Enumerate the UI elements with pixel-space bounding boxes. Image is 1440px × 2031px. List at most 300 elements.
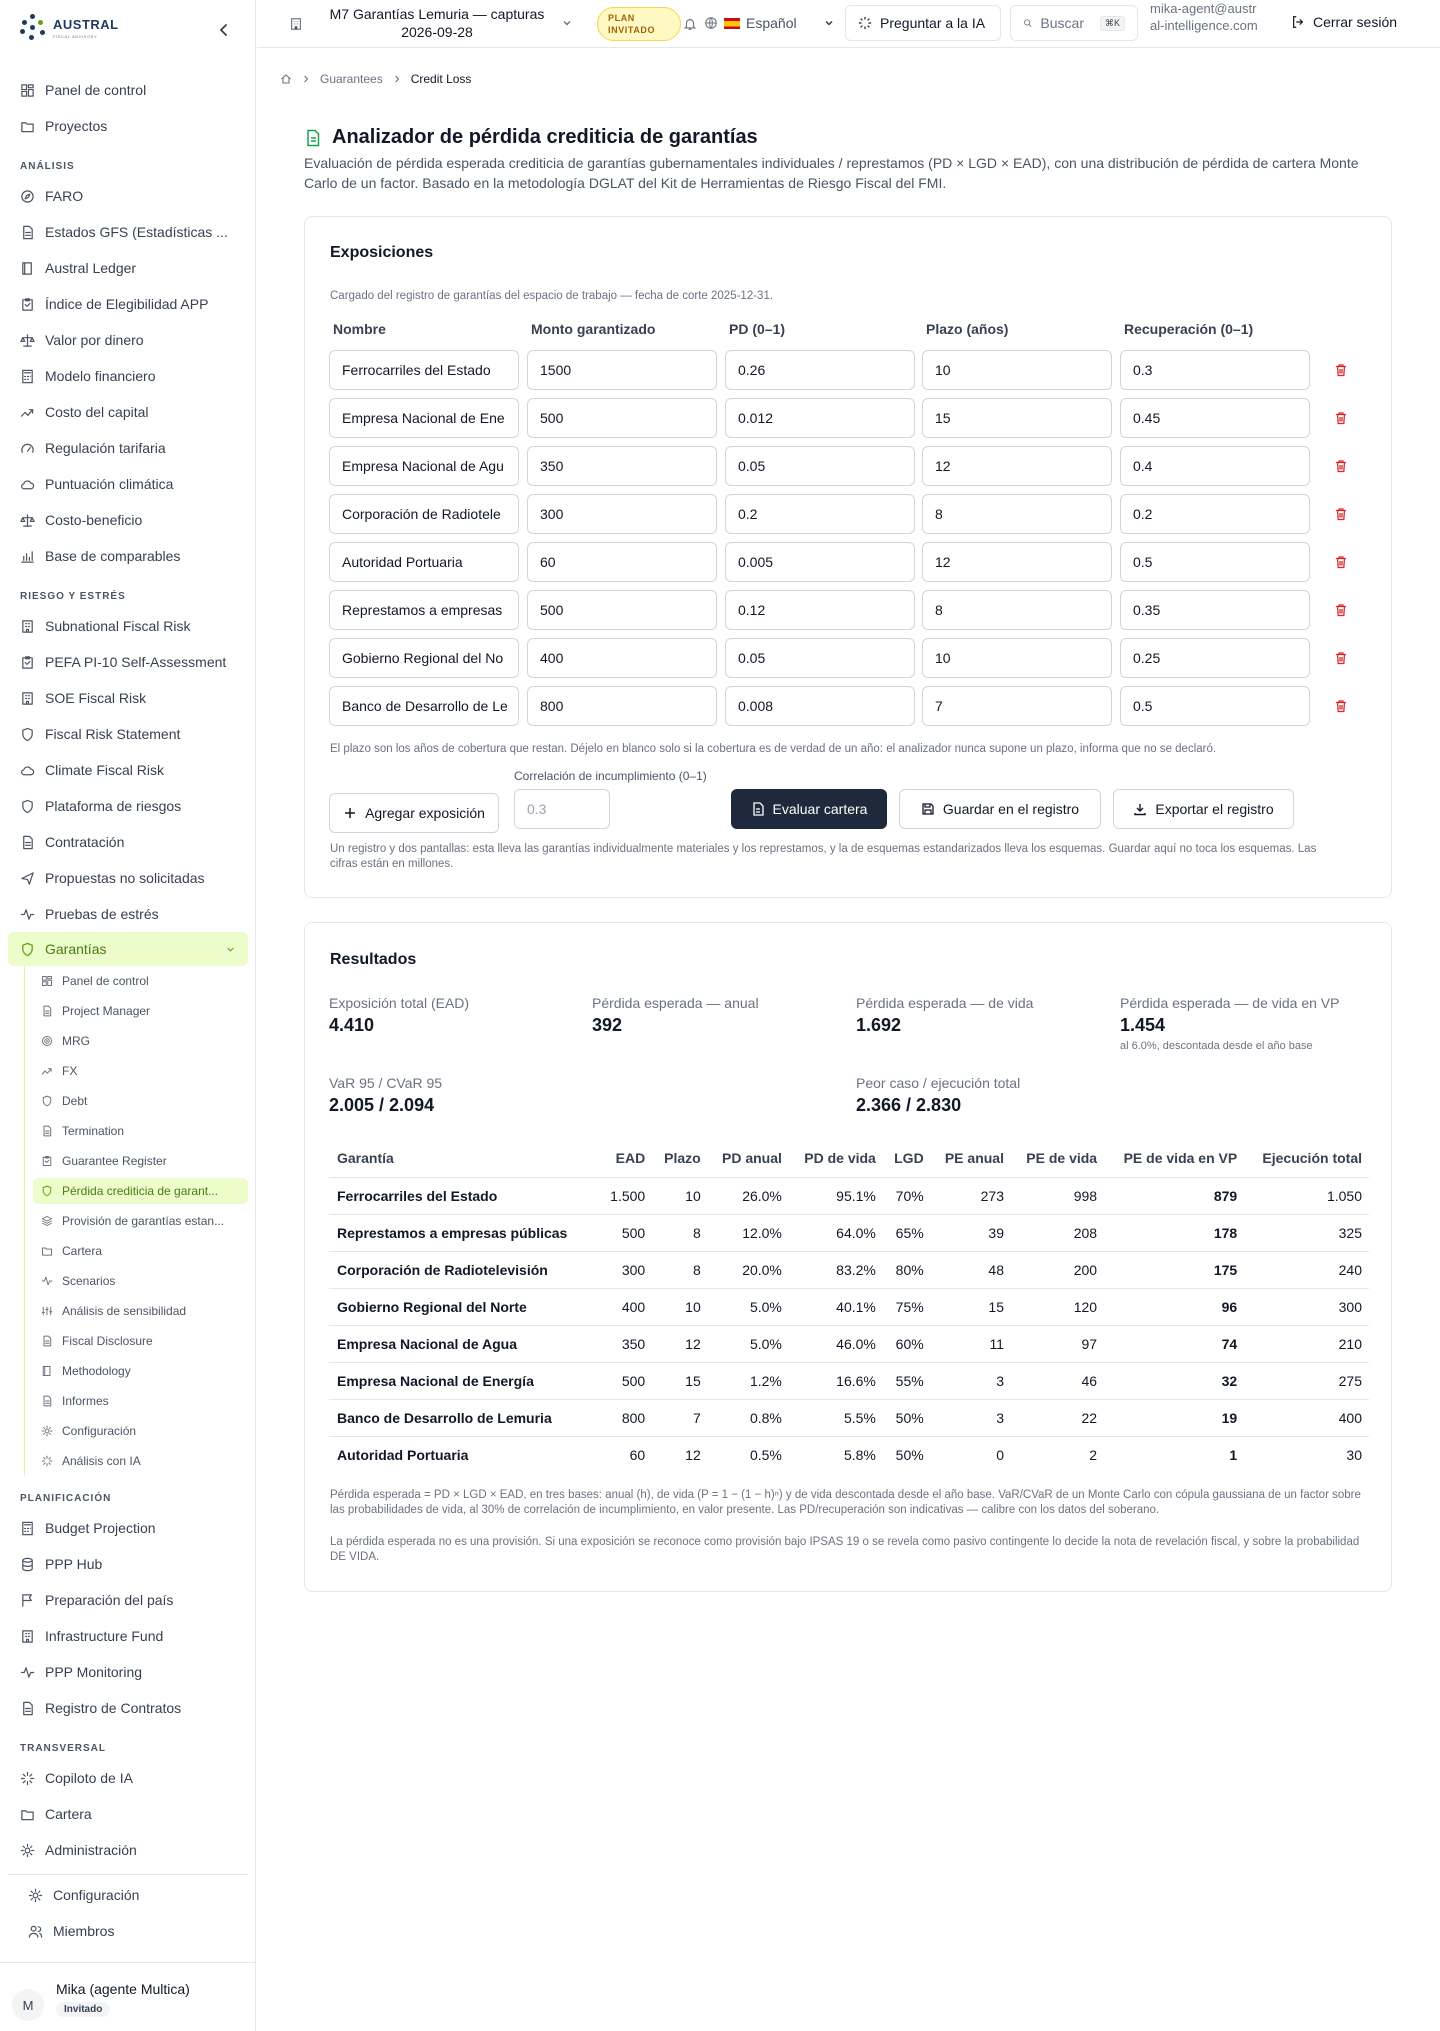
shield-icon — [41, 1095, 53, 1107]
table-cell: 0.8% — [708, 1399, 789, 1436]
sparkle-icon — [20, 1771, 35, 1786]
submenu-item-label: Debt — [62, 1094, 88, 1108]
submenu-item-label: Panel de control — [62, 974, 149, 988]
recovery-input[interactable]: 0.5 — [1120, 686, 1310, 726]
table-cell: 120 — [1011, 1288, 1104, 1325]
amount-input[interactable]: 300 — [527, 494, 717, 534]
sidebar-item-label: Copiloto de IA — [45, 1770, 133, 1786]
sidebar-item-label: Contratación — [45, 834, 125, 850]
submenu-item-label: Provisión de garantías estan... — [62, 1214, 225, 1228]
recovery-input[interactable]: 0.4 — [1120, 446, 1310, 486]
language-label: Español — [746, 15, 797, 31]
sidebar-item-climate-fiscal-risk[interactable] — [0, 752, 256, 788]
search-shortcut: ⌘K — [1100, 16, 1125, 31]
table-cell: 400 — [1244, 1399, 1369, 1436]
column-header-recuperacion-0-1: Recuperación (0–1) — [1124, 321, 1254, 337]
kpi-exposicion-total-ead — [329, 995, 469, 1036]
shield-icon — [20, 799, 35, 814]
brand-subtitle: FISCAL ADVISORY — [53, 33, 98, 39]
sidebar-item-label: Regulación tarifaria — [45, 440, 166, 456]
amount-input[interactable]: 500 — [527, 398, 717, 438]
table-row — [329, 1436, 1369, 1473]
submenu-item-panel-de-control[interactable] — [25, 966, 256, 996]
table-cell: 12.0% — [708, 1214, 789, 1251]
kpi-value: 392 — [592, 1015, 623, 1035]
pd-input[interactable]: 0.012 — [725, 398, 915, 438]
table-cell: 8 — [652, 1251, 708, 1288]
save-to-register-button[interactable] — [899, 789, 1101, 829]
document-icon — [20, 225, 35, 240]
table-cell: 30 — [1346, 1446, 1362, 1463]
delete-row-icon[interactable] — [1334, 603, 1348, 617]
exposures-card — [304, 216, 1392, 898]
folder-icon — [20, 119, 35, 134]
table-cell: 240 — [1244, 1251, 1369, 1288]
kpi-value: 2.366 / 2.830 — [856, 1095, 962, 1115]
amount-input[interactable]: 500 — [527, 590, 717, 630]
sidebar-item-copiloto-de-ia[interactable] — [0, 1760, 256, 1796]
submenu-item-debt[interactable] — [25, 1086, 256, 1116]
document-icon — [20, 1701, 35, 1716]
breadcrumb-parent[interactable]: Guarantees — [320, 72, 383, 86]
term-input[interactable]: 7 — [922, 686, 1112, 726]
submenu-item-informes[interactable] — [25, 1386, 256, 1416]
submenu-item-termination[interactable] — [25, 1116, 256, 1146]
submenu-item-label: Cartera — [62, 1244, 103, 1258]
sidebar-item-label: Puntuación climática — [45, 476, 174, 492]
table-cell: 97 — [1011, 1325, 1104, 1362]
term-input[interactable]: 10 — [922, 638, 1112, 678]
table-cell: Banco de Desarrollo de Lemuria — [329, 1399, 598, 1436]
chevron-down-icon[interactable] — [561, 17, 573, 29]
table-cell: 1.500 — [598, 1177, 652, 1214]
home-icon[interactable] — [280, 73, 292, 85]
collapse-sidebar-button[interactable] — [214, 20, 234, 40]
shield-icon — [20, 942, 35, 957]
table-cell: 500 — [598, 1362, 652, 1399]
sidebar-item-indice-de-elegibilidad-app[interactable] — [0, 286, 256, 322]
gauge-icon — [20, 441, 35, 456]
table-row — [329, 1288, 1369, 1325]
term-note: El plazo son los años de cobertura que restan. Déjelo en blanco solo si la cobertura es de verdad de un año: el analizador nunca supone un plazo, informa que no se declaró. — [330, 743, 1217, 755]
add-exposure-label: Agregar exposición — [365, 805, 485, 821]
kpi-value: 1.692 — [856, 1015, 902, 1035]
table-cell: 350 — [598, 1325, 652, 1362]
brand-name: AUSTRAL — [53, 16, 119, 32]
sidebar-item-label: Preparación del país — [45, 1592, 174, 1608]
table-cell: 12 — [685, 1446, 701, 1463]
building-icon — [20, 691, 35, 706]
column-header-pe-de-vida-en-vp: PE de vida en VP — [1104, 1139, 1244, 1177]
table-cell: 208 — [1011, 1214, 1104, 1251]
sidebar-item-budget-projection[interactable] — [0, 1510, 256, 1546]
sidebar-item-contratacion[interactable] — [0, 824, 256, 860]
recovery-input[interactable]: 0.45 — [1120, 398, 1310, 438]
sidebar-item-label: Pruebas de estrés — [45, 906, 159, 922]
delete-row-icon[interactable] — [1334, 507, 1348, 521]
bell-icon[interactable] — [683, 17, 697, 31]
sidebar-item-fiscal-risk-statement[interactable] — [0, 716, 256, 752]
search-button[interactable] — [1010, 5, 1138, 41]
submenu-item-project-manager[interactable] — [25, 996, 256, 1026]
sidebar-item-label: Subnational Fiscal Risk — [45, 618, 191, 634]
name-input[interactable]: Autoridad Portuaria — [329, 542, 519, 582]
recovery-input[interactable]: 0.25 — [1120, 638, 1310, 678]
table-cell: 275 — [1244, 1362, 1369, 1399]
sidebar-item-estados-gfs-estadisticas[interactable] — [0, 214, 256, 250]
table-cell: Autoridad Portuaria — [337, 1446, 469, 1463]
plan-badge: PLAN INVITADO — [597, 7, 681, 41]
table-cell: 879 — [1104, 1177, 1244, 1214]
sidebar-item-label: PEFA PI-10 Self-Assessment — [45, 654, 227, 670]
logout-icon — [1291, 15, 1305, 29]
delete-row-icon[interactable] — [1334, 699, 1348, 713]
table-cell: 5.5% — [789, 1399, 883, 1436]
sidebar-item-configuracion[interactable] — [8, 1877, 248, 1913]
ask-ai-button[interactable] — [845, 5, 1001, 41]
table-cell: 5.0% — [708, 1325, 789, 1362]
column-header-plazo-anos: Plazo (años) — [926, 321, 1009, 337]
term-input[interactable]: 15 — [922, 398, 1112, 438]
delete-row-icon[interactable] — [1334, 651, 1348, 665]
user-profile[interactable] — [0, 1962, 256, 2031]
evaluate-label: Evaluar cartera — [772, 801, 868, 817]
kpi-perdida-esperada-de-vida — [856, 995, 1033, 1036]
table-cell: 1.2% — [708, 1362, 789, 1399]
table-cell: 7 — [652, 1399, 708, 1436]
user-email: mika-agent@austral-intelligence.com — [1150, 1, 1258, 33]
table-cell: 20.0% — [708, 1251, 789, 1288]
table-cell: 3 — [931, 1399, 1011, 1436]
term-input[interactable]: 8 — [922, 494, 1112, 534]
table-cell: 500 — [598, 1214, 652, 1251]
loaded-note: Cargado del registro de garantías del espacio de trabajo — fecha de corte 2025-12-31. — [330, 290, 774, 302]
column-header-nombre: Nombre — [333, 321, 386, 337]
submenu-item-provision-de-garantias-estan[interactable] — [25, 1206, 256, 1236]
kpi-value: 2.005 / 2.094 — [329, 1095, 435, 1115]
kpi-peor-caso-ejecucion-total — [856, 1075, 1020, 1116]
sidebar-item-soe-fiscal-risk[interactable] — [0, 680, 256, 716]
recovery-input[interactable]: 0.2 — [1120, 494, 1310, 534]
table-cell: 2 — [1089, 1446, 1098, 1463]
table-cell: 210 — [1244, 1325, 1369, 1362]
submenu-item-analisis-de-sensibilidad[interactable] — [25, 1296, 256, 1326]
sidebar-item-infrastructure-fund[interactable] — [0, 1618, 256, 1654]
export-register-button[interactable] — [1113, 789, 1294, 829]
table-cell: 39 — [931, 1214, 1011, 1251]
table-cell: 11 — [931, 1325, 1011, 1362]
gear-icon — [41, 1425, 53, 1437]
column-header-ead: EAD — [598, 1139, 652, 1177]
book-icon — [41, 1365, 53, 1377]
submenu-item-configuracion[interactable] — [25, 1416, 256, 1446]
exposures-title: Exposiciones — [330, 244, 434, 261]
evaluate-portfolio-button[interactable] — [731, 789, 887, 829]
sidebar-item-garantias[interactable] — [8, 932, 248, 966]
table-cell: 70% — [883, 1177, 931, 1214]
pd-input[interactable]: 0.12 — [725, 590, 915, 630]
sidebar-item-ppp-hub[interactable] — [0, 1546, 256, 1582]
pd-input[interactable]: 0.26 — [725, 350, 915, 390]
sidebar-item-cartera[interactable] — [0, 1796, 256, 1832]
recovery-input[interactable]: 0.35 — [1120, 590, 1310, 630]
table-row — [329, 1325, 1369, 1362]
sidebar-item-pruebas-de-estres[interactable] — [0, 896, 256, 932]
table-cell: Represtamos a empresas públicas — [329, 1214, 598, 1251]
table-cell: Gobierno Regional del Norte — [329, 1288, 598, 1325]
sidebar-item-label: Fiscal Risk Statement — [45, 726, 181, 742]
sparkle-icon — [41, 1455, 53, 1467]
sidebar-item-plataforma-de-riesgos[interactable] — [0, 788, 256, 824]
table-cell: Corporación de Radiotelevisión — [329, 1251, 598, 1288]
sidebar-item-preparacion-del-pais[interactable] — [0, 1582, 256, 1618]
delete-row-icon[interactable] — [1334, 411, 1348, 425]
flag-icon — [20, 1593, 35, 1608]
gear-icon — [28, 1888, 43, 1903]
register-note: Un registro y dos pantallas: esta lleva las garantías individualmente materiales y los represtamos, y la de esquemas estandarizados lleva los esquemas. Guardar aquí no toca los esquemas. Las cifras están en millones. — [330, 843, 1317, 870]
kpi-label: VaR 95 / CVaR 95 — [329, 1075, 443, 1091]
delete-row-icon[interactable] — [1334, 555, 1348, 569]
submenu-item-perdida-crediticia-de-garant[interactable] — [33, 1178, 248, 1204]
sparkle-icon — [858, 16, 872, 30]
document-icon — [41, 1125, 53, 1137]
sidebar-item-proyectos[interactable] — [0, 108, 256, 144]
workspace-switcher[interactable] — [289, 5, 557, 41]
document-icon — [41, 1395, 53, 1407]
sidebar-item-label: Panel de control — [45, 82, 147, 98]
sidebar-item-faro[interactable] — [0, 178, 256, 214]
sidebar-item-modelo-financiero[interactable] — [0, 358, 256, 394]
users-icon — [28, 1924, 43, 1939]
sidebar — [0, 0, 256, 2031]
amount-input[interactable]: 60 — [527, 542, 717, 582]
document-icon — [41, 1335, 53, 1347]
submenu-item-fiscal-disclosure[interactable] — [25, 1326, 256, 1356]
kpi-label: Exposición total (EAD) — [329, 995, 470, 1011]
table-cell: 19 — [1104, 1399, 1244, 1436]
building-icon — [20, 619, 35, 634]
language-selector[interactable] — [704, 12, 797, 34]
sidebar-item-label: PPP Monitoring — [45, 1664, 143, 1680]
sliders-icon — [41, 1305, 53, 1317]
pd-input[interactable]: 0.005 — [725, 542, 915, 582]
page-title — [304, 126, 758, 149]
search-label: Buscar — [1040, 15, 1084, 31]
column-header-pd-anual: PD anual — [708, 1139, 789, 1177]
correlation-input[interactable]: 0.3 — [514, 789, 610, 829]
table-cell: 1.050 — [1244, 1177, 1369, 1214]
save-icon — [921, 802, 935, 816]
chevron-right-icon — [300, 73, 312, 85]
kpi-label: Pérdida esperada — de vida — [856, 995, 1034, 1011]
database-icon — [20, 1557, 35, 1572]
submenu-item-label: Project Manager — [62, 1004, 151, 1018]
sidebar-item-miembros[interactable] — [8, 1913, 248, 1949]
sidebar-item-registro-de-contratos[interactable] — [0, 1690, 256, 1726]
sidebar-item-label: Estados GFS (Estadísticas ... — [45, 224, 228, 240]
table-cell: 26.0% — [708, 1177, 789, 1214]
layers-icon — [41, 1215, 53, 1227]
globe-icon — [704, 16, 718, 30]
submenu-item-analisis-con-ia[interactable] — [25, 1446, 256, 1476]
name-input[interactable]: Empresa Nacional de Agu — [329, 446, 519, 486]
recovery-input[interactable]: 0.3 — [1120, 350, 1310, 390]
term-input[interactable]: 12 — [922, 542, 1112, 582]
table-cell: 80% — [883, 1251, 931, 1288]
pd-input[interactable]: 0.2 — [725, 494, 915, 534]
spain-flag-icon — [724, 18, 740, 29]
column-header-lgd: LGD — [883, 1139, 931, 1177]
term-input[interactable]: 10 — [922, 350, 1112, 390]
document-icon — [304, 129, 322, 147]
table-cell: Empresa Nacional de Energía — [329, 1362, 598, 1399]
name-input[interactable]: Gobierno Regional del No — [329, 638, 519, 678]
recovery-input[interactable]: 0.5 — [1120, 542, 1310, 582]
name-input[interactable]: Empresa Nacional de Ene — [329, 398, 519, 438]
column-header-monto-garantizado: Monto garantizado — [531, 321, 656, 337]
table-cell: 15 — [652, 1362, 708, 1399]
sidebar-item-label: FARO — [45, 188, 84, 204]
kpi-subtext: al 6.0%, descontada desde el año base — [1120, 1040, 1313, 1052]
sidebar-item-base-de-comparables[interactable] — [0, 538, 256, 574]
page-title-text: Analizador de pérdida crediticia de garantías — [332, 126, 758, 148]
pd-input[interactable]: 0.05 — [725, 638, 915, 678]
submenu-item-label: Scenarios — [62, 1274, 116, 1288]
sidebar-item-valor-por-dinero[interactable] — [0, 322, 256, 358]
column-header-pe-de-vida: PE de vida — [1011, 1139, 1104, 1177]
sidebar-item-puntuacion-climatica[interactable] — [0, 466, 256, 502]
amount-input[interactable]: 800 — [527, 686, 717, 726]
table-cell: 300 — [1244, 1288, 1369, 1325]
sidebar-item-label: Plataforma de riesgos — [45, 798, 182, 814]
avatar: M — [12, 1989, 44, 2021]
workspace-name: M7 Garantías Lemuria — capturas 2026-09-28 — [329, 6, 545, 40]
submenu-item-cartera[interactable] — [25, 1236, 256, 1266]
table-cell: 998 — [1011, 1177, 1104, 1214]
section-analisis: ANÁLISIS — [20, 161, 75, 172]
user-role-badge: Invitado — [56, 2002, 110, 2017]
download-icon — [1133, 802, 1147, 816]
submenu-item-label: Configuración — [62, 1424, 137, 1438]
submenu-item-label: FX — [62, 1064, 78, 1078]
kpi-perdida-esperada-anual — [592, 995, 759, 1036]
delete-row-icon[interactable] — [1334, 459, 1348, 473]
table-cell: 325 — [1244, 1214, 1369, 1251]
chevron-down-icon[interactable] — [823, 17, 835, 29]
amount-input[interactable]: 1500 — [527, 350, 717, 390]
breadcrumb — [280, 72, 471, 86]
sidebar-item-ppp-monitoring[interactable] — [0, 1654, 256, 1690]
garantias-submenu — [24, 966, 256, 1476]
submenu-item-label: Guarantee Register — [62, 1154, 167, 1168]
sidebar-item-austral-ledger[interactable] — [0, 250, 256, 286]
sidebar-item-pefa-pi-10-self-assessment[interactable] — [0, 644, 256, 680]
export-label: Exportar el registro — [1155, 801, 1274, 817]
correlation-label: Correlación de incumplimiento (0–1) — [514, 769, 707, 783]
delete-row-icon[interactable] — [1334, 363, 1348, 377]
name-input[interactable]: Ferrocarriles del Estado — [329, 350, 519, 390]
shield-icon — [20, 727, 35, 742]
save-label: Guardar en el registro — [942, 801, 1080, 817]
pd-input[interactable]: 0.05 — [725, 446, 915, 486]
term-input[interactable]: 12 — [922, 446, 1112, 486]
name-input[interactable]: Corporación de Radiotele — [329, 494, 519, 534]
sidebar-item-administracion[interactable] — [0, 1832, 256, 1868]
pd-input[interactable]: 0.008 — [725, 686, 915, 726]
calculator-icon — [20, 1521, 35, 1536]
submenu-item-scenarios[interactable] — [25, 1266, 256, 1296]
table-cell: 0 — [996, 1446, 1004, 1463]
page-description: Evaluación de pérdida esperada crediticia de garantías gubernamentales individuales / represtamos (PD × LGD × EAD), con una distribución de pérdida de cartera Monte Carlo de un factor. Basado en la metodología DGLAT del Kit de Herramientas de Riesgo Fiscal del FMI. — [304, 155, 1359, 191]
scale-icon — [20, 513, 35, 528]
table-row — [329, 1177, 1369, 1214]
term-input[interactable]: 8 — [922, 590, 1112, 630]
building-icon — [20, 1629, 35, 1644]
sidebar-item-panel-de-control[interactable] — [0, 72, 256, 108]
name-input[interactable]: Banco de Desarrollo de Le — [329, 686, 519, 726]
amount-input[interactable]: 400 — [527, 638, 717, 678]
sidebar-item-label: Registro de Contratos — [45, 1700, 182, 1716]
provision-note: La pérdida esperada no es una provisión. Si una exposición se reconoce como provisión bajo IPSAS 19 o se revela como pasivo contingente lo decide la nota de revelación fiscal, y sobre la probabilidad DE VIDA. — [330, 1536, 1360, 1563]
sidebar-item-label: Cartera — [45, 1806, 92, 1822]
submenu-item-label: Informes — [62, 1394, 109, 1408]
sidebar-item-label: Administración — [45, 1842, 137, 1858]
sidebar-item-regulacion-tarifaria[interactable] — [0, 430, 256, 466]
trend-icon — [20, 405, 35, 420]
clipboard-icon — [41, 1155, 53, 1167]
name-input[interactable]: Represtamos a empresas — [329, 590, 519, 630]
column-header-garantia: Garantía — [329, 1139, 598, 1177]
breadcrumb-current: Credit Loss — [410, 72, 472, 86]
sidebar-item-costo-beneficio[interactable] — [0, 502, 256, 538]
table-cell: 400 — [598, 1288, 652, 1325]
sidebar-item-costo-del-capital[interactable] — [0, 394, 256, 430]
submenu-item-label: Fiscal Disclosure — [62, 1334, 153, 1348]
table-row — [329, 1251, 1369, 1288]
table-cell: 40.1% — [789, 1288, 883, 1325]
table-cell: 10 — [652, 1177, 708, 1214]
submenu-item-fx[interactable] — [25, 1056, 256, 1086]
table-cell: 3 — [931, 1362, 1011, 1399]
logout-button[interactable] — [1291, 14, 1397, 30]
submenu-item-label: Análisis de sensibilidad — [62, 1304, 187, 1318]
sidebar-item-propuestas-no-solicitadas[interactable] — [0, 860, 256, 896]
table-cell: 15 — [931, 1288, 1011, 1325]
column-header-plazo: Plazo — [652, 1139, 708, 1177]
table-cell: 5.0% — [708, 1288, 789, 1325]
chevron-right-icon — [391, 73, 403, 85]
sidebar-item-subnational-fiscal-risk[interactable] — [0, 608, 256, 644]
table-cell: 8 — [652, 1214, 708, 1251]
sidebar-item-label: Infrastructure Fund — [45, 1628, 164, 1644]
add-exposure-button[interactable] — [329, 793, 499, 833]
submenu-item-mrg[interactable] — [25, 1026, 256, 1056]
submenu-item-guarantee-register[interactable] — [25, 1146, 256, 1176]
topbar — [257, 0, 1440, 48]
sidebar-item-label: Costo del capital — [45, 404, 149, 420]
results-table — [329, 1139, 1369, 1473]
submenu-item-methodology[interactable] — [25, 1356, 256, 1386]
table-cell: 175 — [1104, 1251, 1244, 1288]
kpi-label: Pérdida esperada — de vida en VP — [1120, 995, 1340, 1011]
table-row — [329, 1214, 1369, 1251]
table-cell: 16.6% — [789, 1362, 883, 1399]
amount-input[interactable]: 350 — [527, 446, 717, 486]
sidebar-item-label: SOE Fiscal Risk — [45, 690, 147, 706]
sidebar-item-label: Modelo financiero — [45, 368, 156, 384]
brand-logo[interactable] — [20, 14, 119, 40]
sidebar-item-label: Proyectos — [45, 118, 108, 134]
